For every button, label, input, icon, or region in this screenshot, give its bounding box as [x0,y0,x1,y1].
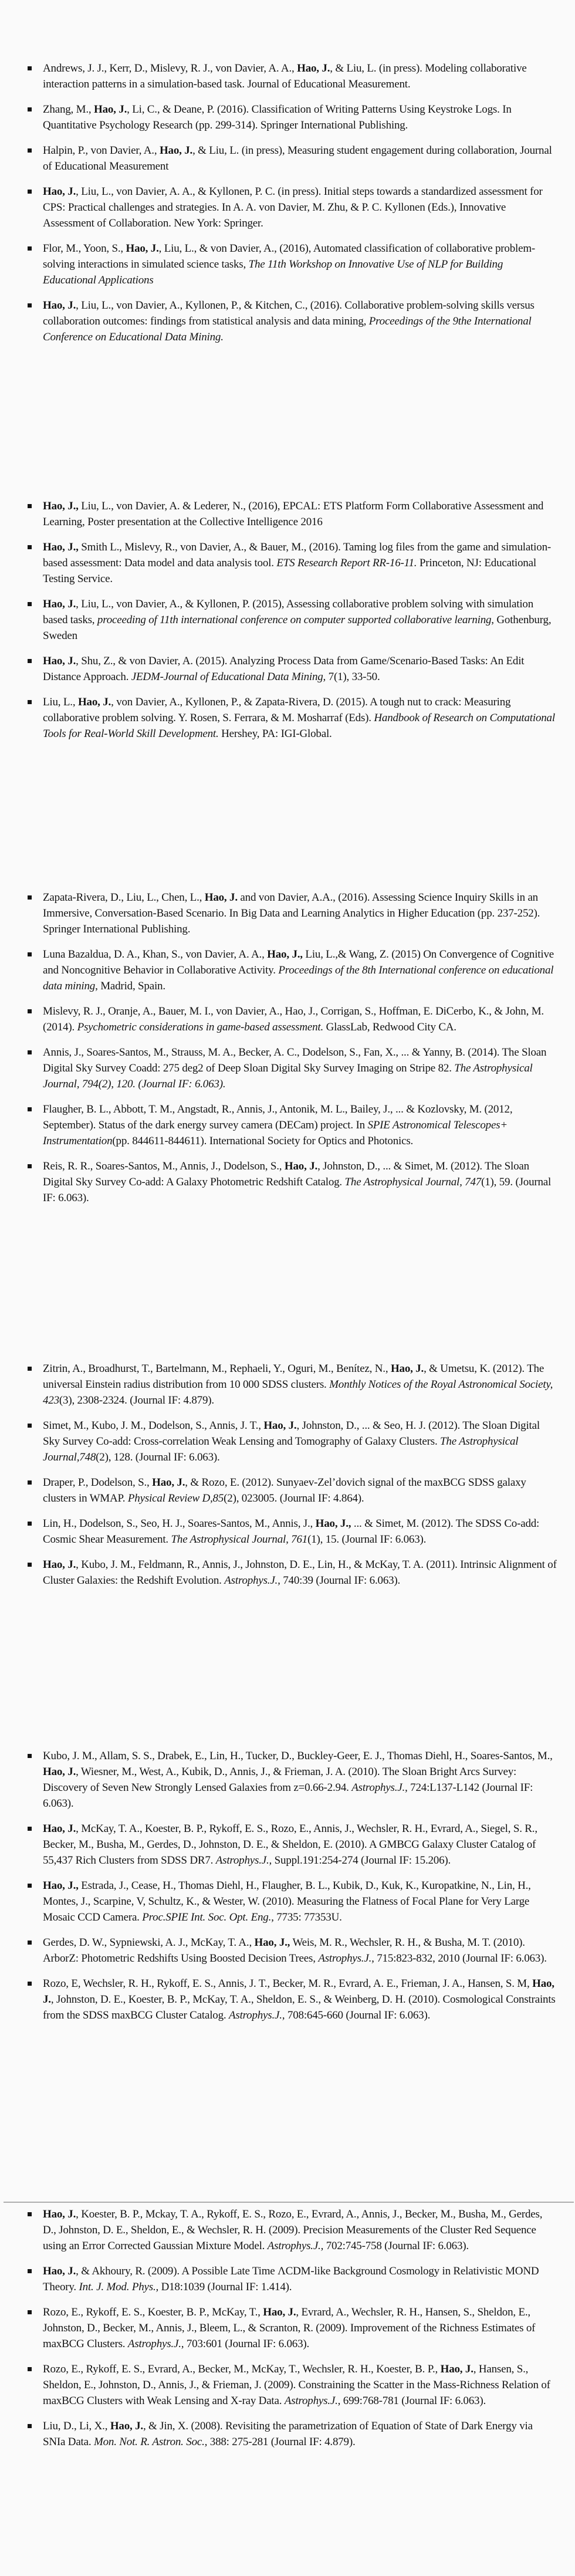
bullet-square-icon [28,1827,32,1831]
bullet-square-icon [28,895,32,900]
bullet-square-icon [28,659,32,663]
reference-text: Draper, P., Dodelson, S., Hao, J., & Rozo, E. (2012). Sunyaev-Zel’dovich signal of the maxBCG SDSS galaxy clusters in WMAP. Physical Review D,85(2), 023005. (Journal IF: 4.864). [43,1476,526,1505]
bullet-square-icon [28,1982,32,1986]
bullet-square-icon [28,1884,32,1888]
reference-text: Rozo, E, Wechsler, R. H., Rykoff, E. S., Annis, J. T., Becker, M. R., Evrard, A. E., Frieman, J. A., Hansen, S. M, Hao, J., Johnston, D. E., Koester, B. P., McKay, T. A., Sheldon, E. S., & Weinberg, D. H. (2010). Cosmological Constraints from the SDSS maxBCG Cluster Catalog. Astrophys.J., 708:645-660 (Journal IF: 6.063). [43,1977,556,2021]
publications-section-1 [0,60,575,354]
bullet-square-icon [28,1367,32,1371]
reference-text: Kubo, J. M., Allam, S. S., Drabek, E., Lin, H., Tucker, D., Buckley-Geer, E. J., Thomas Diehl, H., Soares-Santos, M., Hao, J., Wiesner, M., West, A., Kubik, D., Annis, J., & Frieman, J. A. (2010). The Sloan Bright Arcs Survey: Discovery of Seven New Strongly Lensed Galaxies from z=0.66-2.94. Astrophys.J., 724:L137-L142 (Journal IF: 6.063). [43,1750,553,1810]
bullet-square-icon [28,700,32,704]
reference-text: Hao, J., Smith L., Mislevy, R., von Davier, A., & Bauer, M., (2016). Taming log files from the game and simulation-based assessment: Data model and data analysis tool. ETS Research Report RR-16-11. Princeton, NJ: Educational Testing Service. [43,541,551,585]
reference-text: Hao, J., Estrada, J., Cease, H., Thomas Diehl, H., Flaugher, B. L., Kubik, D., Kuk, K., Kuropatkine, N., Lin, H., Montes, J., Scarpine, V, Schultz, K., & Wester, W. (2010). Measuring the Flatness of Focal Plane for Very Large Mosaic CCD Camera. Proc.SPIE Int. Soc. Opt. Eng., 7735: 77353U. [43,1879,531,1923]
reference-item [28,890,557,937]
reference-item [28,1101,557,1149]
reference-item [28,2263,557,2295]
reference-item [28,1557,557,1588]
bullet-square-icon [28,2269,32,2273]
bullet-square-icon [28,1424,32,1428]
reference-item [28,2206,557,2254]
reference-item [28,184,557,231]
reference-text: Reis, R. R., Soares-Santos, M., Annis, J., Dodelson, S., Hao, J., Johnston, D., ... & Simet, M. (2012). The Sloan Digital Sky Survey Co-add: A Galaxy Photometric Redshift Catalog. The Astrophysical Journal, 747(1), 59. (Journal IF: 6.063). [43,1160,552,1204]
bullet-square-icon [28,2212,32,2216]
reference-text: Andrews, J. J., Kerr, D., Mislevy, R. J., von Davier, A. A., Hao, J., & Liu, L. (in press). Modeling collaborative interaction patterns in a simulation-based task. Journal of Educational Measurement. [43,62,527,90]
bullet-square-icon [28,1050,32,1054]
bullet-square-icon [28,190,32,194]
reference-text: Zitrin, A., Broadhurst, T., Bartelmann, M., Rephaeli, Y., Oguri, M., Benítez, N., Hao, J., & Umetsu, K. (2012). The universal Einstein radius distribution from 10 000 SDSS clusters. Monthly Notices of the Royal Astronomical Society, 423(3), 2308-2324. (Journal IF: 4.879). [43,1363,553,1407]
reference-item [28,1821,557,1868]
publications-section-2 [0,498,575,751]
reference-item [28,596,557,644]
reference-text: Zapata-Rivera, D., Liu, L., Chen, L., Hao, J. and von Davier, A.A., (2016). Assessing Science Inquiry Skills in an Immersive, Conversation-Based Scenario. In Big Data and Learning Analytics in Higher Education (pp. 237-252). Springer International Publishing. [43,891,540,935]
publications-section-6 [0,2206,575,2459]
reference-text: Hao, J., Kubo, J. M., Feldmann, R., Annis, J., Johnston, D. E., Lin, H., & McKay, T. A. (2011). Intrinsic Alignment of Cluster Galaxies: the Redshift Evolution. Astrophys.J., 740:39 (Journal IF: 6.063). [43,1559,557,1587]
reference-text: Hao, J., Liu, L., von Davier, A. & Lederer, N., (2016), EPCAL: ETS Platform Form Collaborative Assessment and Learning, Poster presentation at the Collective Intelligence 2016 [43,500,544,528]
reference-text: Rozo, E., Rykoff, E. S., Evrard, A., Becker, M., McKay, T., Wechsler, R. H., Koester, B. P., Hao, J., Hansen, S., Sheldon, E., Johnston, D., Annis, J., & Frieman, J. (2009). Constraining the Scatter in the Mass-Richness Relation of maxBCG Clusters with Weak Lensing and X-ray Data. Astrophys.J., 699:768-781 (Journal IF: 6.063). [43,2363,550,2407]
bullet-square-icon [28,148,32,153]
bullet-square-icon [28,2310,32,2314]
reference-text: Flor, M., Yoon, S., Hao, J., Liu, L., & von Davier, A., (2016), Automated classification of collaborative problem-solving interactions in simulated science tasks, The 11th Workshop on Innovative Use of NLP for Building Educational Applications [43,242,536,286]
bullet-square-icon [28,1941,32,1945]
bullet-square-icon [28,545,32,549]
reference-text: Gerdes, D. W., Sypniewski, A. J., McKay, T. A., Hao, J., Weis, M. R., Wechsler, R. H., & Busha, M. T. (2010). ArborZ: Photometric Redshifts Using Boosted Decision Trees, Astrophys.J., 715:823-832, 2010 (Journal IF: 6.063). [43,1936,547,1965]
reference-item [28,694,557,742]
bullet-square-icon [28,1164,32,1168]
bullet-square-icon [28,246,32,251]
reference-item [28,1003,557,1035]
reference-item [28,298,557,345]
page-divider-line [4,2202,574,2203]
reference-item [28,1935,557,1966]
bullet-square-icon [28,1009,32,1013]
reference-item [28,539,557,587]
reference-text: Luna Bazaldua, D. A., Khan, S., von Davier, A. A., Hao, J., Liu, L.,& Wang, Z. (2015) On Convergence of Cognitive and Noncognitive Behavior in Collaborative Activity. Proceedings of the 8th International conference on educational data mining, Madrid, Spain. [43,948,554,992]
bullet-square-icon [28,504,32,508]
reference-text: Mislevy, R. J., Oranje, A., Bauer, M. I., von Davier, A., Hao, J., Corrigan, S., Hoffman, E. DiCerbo, K., & John, M. (2014). Psychometric considerations in game-based assessment. GlassLab, Redwood City CA. [43,1005,544,1033]
reference-item [28,143,557,174]
bullet-square-icon [28,952,32,956]
reference-text: Hao, J., & Akhoury, R. (2009). A Possible Late Time ΛCDM-like Background Cosmology in Relativistic MOND Theory. Int. J. Mod. Phys., D18:1039 (Journal IF: 1.414). [43,2265,539,2293]
reference-item [28,241,557,288]
bullet-square-icon [28,1754,32,1758]
reference-item [28,1516,557,1547]
reference-item [28,2304,557,2352]
reference-item [28,1158,557,1206]
bullet-square-icon [28,1522,32,1526]
reference-text: Annis, J., Soares-Santos, M., Strauss, M. A., Becker, A. C., Dodelson, S., Fan, X., ... & Yanny, B. (2014). The Sloan Digital Sky Survey Coadd: 275 deg2 of Deep Sloan Digital Sky Survey Imaging on Stripe 82. The Astrophysical Journal, 794(2), 120. (Journal IF: 6.063). [43,1046,547,1090]
reference-item [28,498,557,530]
bullet-square-icon [28,602,32,606]
reference-item [28,1878,557,1925]
reference-item [28,60,557,92]
bullet-square-icon [28,107,32,111]
bullet-square-icon [28,1107,32,1111]
reference-item [28,946,557,994]
reference-item [28,1361,557,1408]
reference-item [28,653,557,685]
reference-item [28,2418,557,2450]
reference-text: Hao, J., McKay, T. A., Koester, B. P., Rykoff, E. S., Rozo, E., Annis, J., Wechsler, R. H., Evrard, A., Siegel, S. R., Becker, M., Busha, M., Gerdes, D., Johnston, D. E., & Sheldon, E. (2010). A GMBCG Galaxy Cluster Catalog of 55,437 Rich Clusters from SDSS DR7. Astrophys.J., Suppl.191:254-274 (Journal IF: 15.206). [43,1823,537,1867]
reference-item [28,1748,557,1811]
reference-text: Hao, J., Shu, Z., & von Davier, A. (2015). Analyzing Process Data from Game/Scenario-Based Tasks: An Edit Distance Approach. JEDM-Journal of Educational Data Mining, 7(1), 33-50. [43,655,525,683]
reference-text: Hao, J., Liu, L., von Davier, A., & Kyllonen, P. (2015), Assessing collaborative problem solving with simulation based tasks, proceeding of 11th international conference on computer supported collaborative learning, Gothenburg, Sweden [43,598,552,642]
publications-section-3 [0,890,575,1215]
reference-item [28,1976,557,2023]
reference-text: Rozo, E., Rykoff, E. S., Koester, B. P., McKay, T., Hao, J., Evrard, A., Wechsler, R. H., Hansen, S., Sheldon, E., Johnston, D., Becker, M., Annis, J., Bleem, L., & Scranton, R. (2009). Improvement of the Richness Estimates of maxBCG Clusters. Astrophys.J., 703:601 (Journal IF: 6.063). [43,2306,536,2350]
bullet-square-icon [28,2424,32,2428]
reference-text: Hao, J., Liu, L., von Davier, A., Kyllonen, P., & Kitchen, C., (2016). Collaborative problem-solving skills versus collaboration outcomes: findings from statistical analysis and data mining, Proceedings of the 9the International Conference on Educational Data Mining. [43,299,535,343]
reference-text: Liu, L., Hao, J., von Davier, A., Kyllonen, P., & Zapata-Rivera, D. (2015). A tough nut to crack: Measuring collaborative problem solving. Y. Rosen, S. Ferrara, & M. Mosharraf (Eds). Handbook of Research on Computational Tools for Real-World Skill Development. Hershey, PA: IGI-Global. [43,696,555,740]
reference-item [28,1418,557,1465]
reference-text: Liu, D., Li, X., Hao, J., & Jin, X. (2008). Revisiting the parametrization of Equation of State of Dark Energy via SNIa Data. Mon. Not. R. Astron. Soc., 388: 275-281 (Journal IF: 4.879). [43,2420,533,2448]
reference-item [28,2361,557,2409]
reference-text: Zhang, M., Hao, J., Li, C., & Deane, P. (2016). Classification of Writing Patterns Using Keystroke Logs. In Quantitative Psychology Research (pp. 299-314). Springer International Publishing. [43,103,512,131]
bullet-square-icon [28,1563,32,1567]
reference-text: Halpin, P., von Davier, A., Hao, J., & Liu, L. (in press), Measuring student engagement during collaboration, Journal of Educational Measurement [43,144,552,173]
reference-item [28,1475,557,1506]
bullet-square-icon [28,2367,32,2371]
bullet-square-icon [28,303,32,307]
reference-item [28,102,557,133]
publications-section-5 [0,1748,575,2033]
publications-section-4 [0,1361,575,1598]
reference-item [28,1044,557,1092]
reference-text: Lin, H., Dodelson, S., Seo, H. J., Soares-Santos, M., Annis, J., Hao, J., ... & Simet, M. (2012). The SDSS Co-add: Cosmic Shear Measurement. The Astrophysical Journal, 761(1), 15. (Journal IF: 6.063). [43,1517,540,1546]
reference-text: Flaugher, B. L., Abbott, T. M., Angstadt, R., Annis, J., Antonik, M. L., Bailey, J., ... & Kozlovsky, M. (2012, September). Status of the dark energy survey camera (DECam) project. In SPIE Astronomical Telescopes+ Instrumentation(pp. 844611-844611). International Society for Optics and Photonics. [43,1103,513,1147]
reference-text: Simet, M., Kubo, J. M., Dodelson, S., Annis, J. T., Hao, J., Johnston, D., ... & Seo, H. J. (2012). The Sloan Digital Sky Survey Co-add: Cross-correlation Weak Lensing and Tomography of Galaxy Clusters. The Astrophysical Journal,748(2), 128. (Journal IF: 6.063). [43,1419,540,1463]
bullet-square-icon [28,1480,32,1485]
reference-text: Hao, J., Koester, B. P., Mckay, T. A., Rykoff, E. S., Rozo, E., Evrard, A., Annis, J., Becker, M., Busha, M., Gerdes, D., Johnston, D. E., Sheldon, E., & Wechsler, R. H. (2009). Precision Measurements of the Cluster Red Sequence using an Error Corrected Gaussian Mixture Model. Astrophys.J., 702:745-758 (Journal IF: 6.063). [43,2208,543,2252]
reference-text: Hao, J., Liu, L., von Davier, A. A., & Kyllonen, P. C. (in press). Initial steps towards a standardized assessment for CPS: Practical challenges and strategies. In A. A. von Davier, M. Zhu, & P. C. Kyllonen (Eds.), Innovative Assessment of Collaboration. New York: Springer. [43,185,543,229]
bullet-square-icon [28,66,32,70]
